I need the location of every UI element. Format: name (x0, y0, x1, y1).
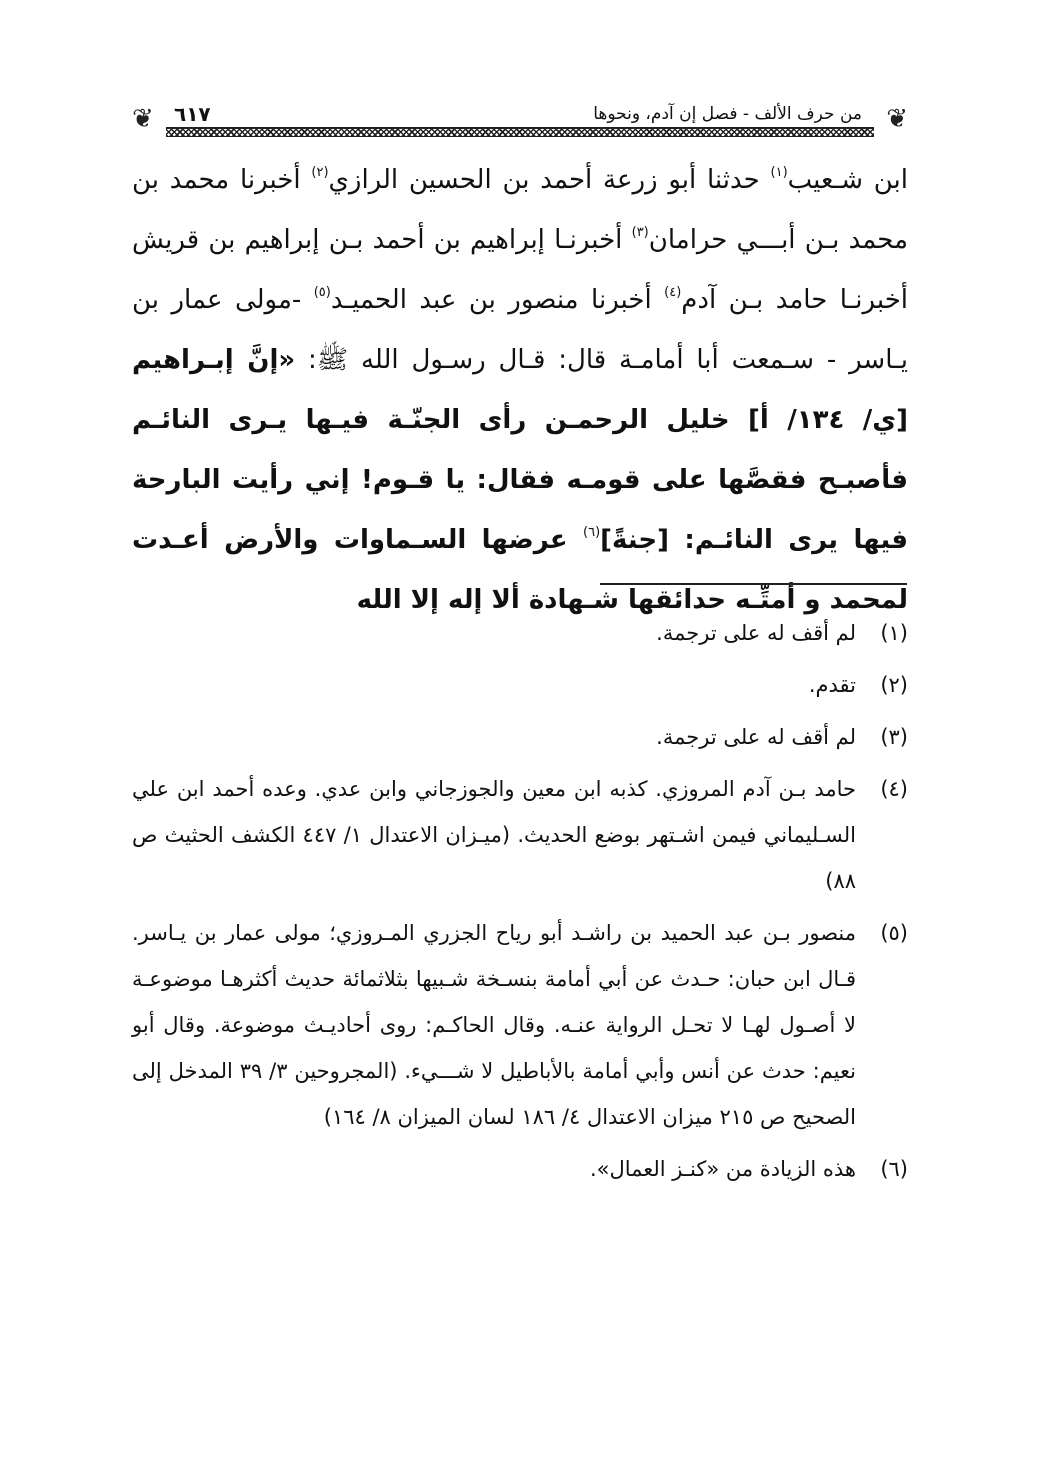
footnote-item (132, 766, 908, 904)
footnote-number: (٥) (880, 921, 908, 945)
footnote-number: (٣) (880, 725, 908, 749)
footnote-number: (٦) (880, 1157, 908, 1181)
main-text-part: ابن شـعيب (787, 165, 909, 195)
footnote-item (132, 714, 908, 760)
footnote-item (132, 1146, 908, 1192)
main-text-body (132, 150, 908, 630)
ornament-left-icon: ❦ (132, 104, 154, 134)
footnote-number: (١) (880, 621, 908, 645)
page-header (132, 102, 908, 142)
running-header-title: من حرف الألف - فصل إن آدم، ونحوها (587, 104, 868, 124)
main-text-part: أخبرنا محمد بن محمد بـن أبـــي حرامان (132, 165, 908, 255)
footnote-text: لم أقف له على ترجمة. (656, 621, 856, 645)
hadith-text: «إنَّ إبـراهيم [ي/ ١٣٤/ أ] خليل الرحمـن رأى الجنّـة فيـها يـرى النائـم فأصبـح فقصَّها على قومـه فقال: يا قـوم! إني رأيت البارحة فيها يرى النائـم: [جنةً] (132, 345, 909, 555)
footnote-ref-6: (٦) (583, 525, 601, 540)
footnote-ref-5: (٥) (313, 285, 331, 300)
footnote-item (132, 662, 908, 708)
footnote-number: (٤) (880, 777, 908, 801)
footnote-text: منصور بـن عبد الحميد بن راشـد أبو رياح الجزري المـروزي؛ مولى عمار بن يـاسر. قـال ابن حبان: حـدث عن أبي أمامة بنسـخة شـبيها بثلاثمائة حديث أكثرهـا موضوعـة لا أصـول لهـا لا تحـل الرواية عنـه. وقال الحاكـم: روى أحاديـث موضوعة. وقال أبو نعيم: حدث عن أنس وأبي أمامة بالأباطيل لا شـــيء. (المجروحين ٣/ ٣٩ المدخل إلى الصحيح ص ٢١٥ ميزان الاعتدال ٤/ ١٨٦ لسان الميزان ٨/ ١٦٤) (132, 921, 856, 1129)
hadith-text: عرضها السـماوات والأرض أعـدت لمحمد و أمتِّـه حدائقها شـهادة ألا إله إلا الله (132, 525, 908, 615)
footnote-text: هذه الزيادة من «كنـز العمال». (589, 1157, 856, 1181)
footnote-ref-3: (٣) (631, 225, 649, 240)
main-text-part: حدثنا أبو زرعة أحمد بن الحسين الرازي (328, 165, 771, 195)
ornament-right-icon: ❦ (886, 104, 908, 134)
page-number: ٦١٧ (168, 102, 217, 126)
footnote-text: حامد بـن آدم المروزي. كذبه ابن معين والجوزجاني وابن عدي. وعده أحمد ابن علي السـليماني فيمن اشـتهر بوضع الحديث. (ميـزان الاعتدال ١/ ٤٤٧ الكشف الحثيث ص ٨٨) (132, 777, 856, 893)
footnote-text: تقدم. (808, 673, 856, 697)
footnote-ref-4: (٤) (664, 285, 682, 300)
main-text-part: أخبرنا منصور بن عبد الحميـد (330, 285, 665, 315)
header-ornamental-rule (166, 128, 874, 136)
footnote-item (132, 910, 908, 1140)
footnote-item (132, 610, 908, 656)
footnote-separator (600, 583, 907, 585)
footnote-text: لم أقف له على ترجمة. (656, 725, 856, 749)
footnotes (132, 610, 908, 1198)
main-text-part: -مولى عمار بن يـاسر - سـمعت أبا أمامـة قال: قـال رسـول الله ﷺ: (132, 285, 908, 375)
footnote-number: (٢) (880, 673, 908, 697)
main-text-part: أخبرنـا إبراهيم بن أحمد بـن إبراهيم بن قريش أخبرنـا حامد بـن آدم (132, 225, 908, 315)
footnote-ref-2: (٢) (311, 165, 329, 180)
footnote-ref-1: (١) (770, 165, 788, 180)
